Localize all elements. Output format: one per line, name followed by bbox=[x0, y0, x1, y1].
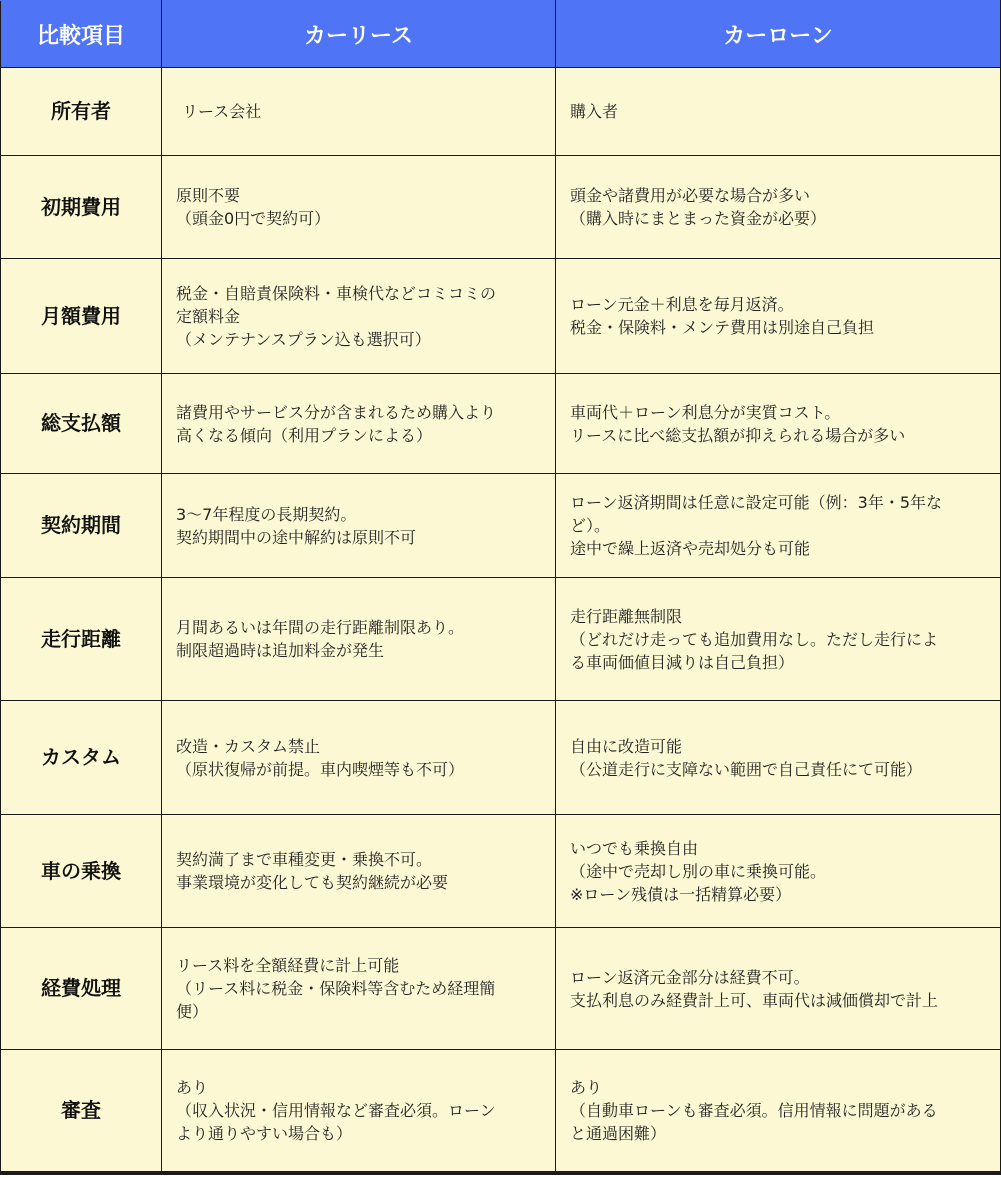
loan-cell: 頭金や諸費用が必要な場合が多い （購入時にまとまった資金が必要） bbox=[556, 156, 1001, 259]
lease-cell: 税金・自賠責保険料・車検代などコミコミの 定額料金 （メンテナンスプラン込も選択可） bbox=[162, 259, 556, 374]
lease-cell: 原則不要 （頭金0円で契約可） bbox=[162, 156, 556, 259]
table-row bbox=[1, 815, 1001, 928]
row-label: 走行距離 bbox=[1, 578, 162, 701]
table-row bbox=[1, 578, 1001, 701]
header-car-lease: カーリース bbox=[162, 1, 556, 68]
header-row bbox=[1, 1, 1001, 68]
table-row bbox=[1, 701, 1001, 815]
lease-cell: 諸費用やサービス分が含まれるため購入より 高くなる傾向（利用プランによる） bbox=[162, 374, 556, 474]
table-row bbox=[1, 374, 1001, 474]
row-label: 経費処理 bbox=[1, 928, 162, 1050]
row-label: 総支払額 bbox=[1, 374, 162, 474]
row-label: 車の乗換 bbox=[1, 815, 162, 928]
loan-cell: いつでも乗換自由 （途中で売却し別の車に乗換可能。 ※ローン残債は一括精算必要） bbox=[556, 815, 1001, 928]
header-compare-item: 比較項目 bbox=[1, 1, 162, 68]
row-label: 月額費用 bbox=[1, 259, 162, 374]
row-label: 審査 bbox=[1, 1050, 162, 1173]
loan-cell: 購入者 bbox=[556, 68, 1001, 156]
loan-cell: ローン返済期間は任意に設定可能（例：3年・5年な ど）。 途中で繰上返済や売却処分も可能 bbox=[556, 474, 1001, 578]
loan-cell: ローン返済元金部分は経費不可。 支払利息のみ経費計上可、車両代は減価償却で計上 bbox=[556, 928, 1001, 1050]
loan-cell: 自由に改造可能 （公道走行に支障ない範囲で自己責任にて可能） bbox=[556, 701, 1001, 815]
lease-cell: リース会社 bbox=[162, 68, 556, 156]
row-label: 契約期間 bbox=[1, 474, 162, 578]
table-row bbox=[1, 156, 1001, 259]
loan-cell: あり （自動車ローンも審査必須。信用情報に問題がある と通過困難） bbox=[556, 1050, 1001, 1173]
loan-cell: ローン元金＋利息を毎月返済。 税金・保険料・メンテ費用は別途自己負担 bbox=[556, 259, 1001, 374]
lease-cell: 契約満了まで車種変更・乗換不可。 事業環境が変化しても契約継続が必要 bbox=[162, 815, 556, 928]
table-row bbox=[1, 259, 1001, 374]
lease-cell: 月間あるいは年間の走行距離制限あり。 制限超過時は追加料金が発生 bbox=[162, 578, 556, 701]
table-row bbox=[1, 474, 1001, 578]
lease-cell: リース料を全額経費に計上可能 （リース料に税金・保険料等含むため経理簡 便） bbox=[162, 928, 556, 1050]
row-label: 所有者 bbox=[1, 68, 162, 156]
table-row bbox=[1, 1050, 1001, 1173]
loan-cell: 車両代＋ローン利息分が実質コスト。 リースに比べ総支払額が抑えられる場合が多い bbox=[556, 374, 1001, 474]
lease-cell: あり （収入状況・信用情報など審査必須。ローン より通りやすい場合も） bbox=[162, 1050, 556, 1173]
lease-cell: 改造・カスタム禁止 （原状復帰が前提。車内喫煙等も不可） bbox=[162, 701, 556, 815]
table-row bbox=[1, 68, 1001, 156]
loan-cell: 走行距離無制限 （どれだけ走っても追加費用なし。ただし走行によ る車両価値目減りは自己負担） bbox=[556, 578, 1001, 701]
header-car-loan: カーローン bbox=[556, 1, 1001, 68]
row-label: カスタム bbox=[1, 701, 162, 815]
lease-cell: 3〜7年程度の長期契約。 契約期間中の途中解約は原則不可 bbox=[162, 474, 556, 578]
table-row bbox=[1, 928, 1001, 1050]
row-label: 初期費用 bbox=[1, 156, 162, 259]
